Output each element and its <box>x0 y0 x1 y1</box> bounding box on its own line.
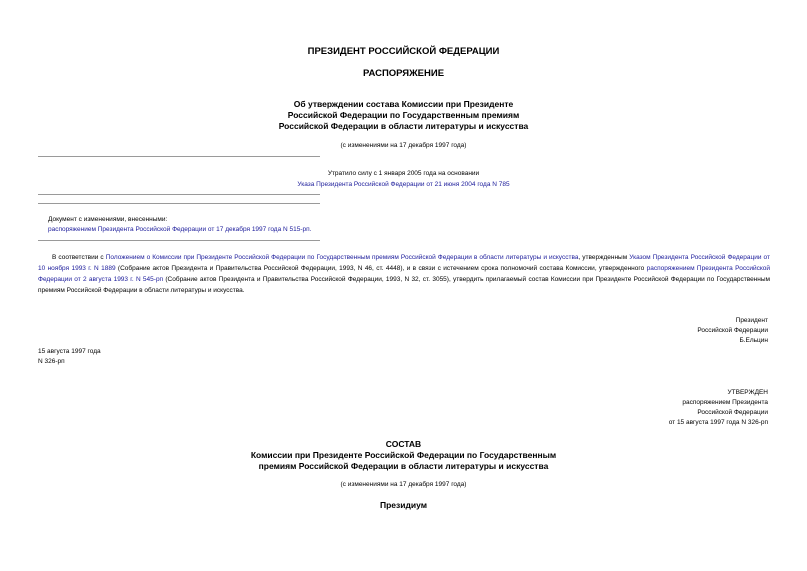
amendment-note: (с изменениями на 17 декабря 1997 года) <box>340 142 467 149</box>
decree-link[interactable]: Указом Президента Российской Федерации от 10 ноября 1993 г. N 1889 <box>38 254 770 272</box>
changes-link[interactable]: распоряжением Президента Российской Федерации от 17 декабря 1997 года N 515-рп. <box>48 226 312 233</box>
title-line: Российской Федерации в области литературы и искусства <box>278 121 529 131</box>
body-text: (Собрание актов Президента и Правительства Российской Федерации, 1993, N 46, ст. 4448), и в связи с истечением срока полномочий состава Комиссии, утвержденного <box>115 265 647 272</box>
divider <box>38 203 320 204</box>
body-text: , утвержденным <box>578 254 630 261</box>
order-link[interactable]: распоряжением Президента Российской Федерации от 2 августа 1993 г. N 545-рп <box>38 265 770 283</box>
signature-block <box>697 316 768 346</box>
document-type: РАСПОРЯЖЕНИЕ <box>362 68 445 79</box>
main-paragraph <box>38 252 770 296</box>
composition-heading: СОСТАВ <box>385 439 422 449</box>
divider <box>38 194 320 195</box>
signature-title: Президент <box>735 317 768 324</box>
approval-line: от 15 августа 1997 года N 326-рп <box>668 419 768 426</box>
date-block <box>38 347 101 367</box>
document-number: N 326-рп <box>38 358 65 365</box>
regulation-link[interactable]: Положением о Комиссии при Президенте Российской Федерации по Государственным премиям Российской Федерации в области литературы и искусства <box>105 254 579 261</box>
approval-block <box>669 388 768 428</box>
issuer-heading: ПРЕЗИДЕНТ РОССИЙСКОЙ ФЕДЕРАЦИИ <box>307 46 500 57</box>
signature-name: Б.Ельцин <box>739 337 768 344</box>
approval-line: УТВЕРЖДЕН <box>727 389 768 396</box>
expiry-link[interactable]: Указа Президента Российской Федерации от 21 июня 2004 года N 785 <box>297 181 510 188</box>
divider <box>38 156 320 157</box>
body-text: (Собрание актов Президента и Правительства Российской Федерации, 1993, N 32, ст. 3055), утвердить прилагаемый состав Комиссии при Президенте Российской Федерации по Государственным премиям Российской Федерации в области литературы и искусства. <box>38 276 771 294</box>
approval-line: распоряжением Президента <box>682 399 768 406</box>
approval-line: Российской Федерации <box>697 409 768 416</box>
title-line: Об утверждении состава Комиссии при Президенте <box>293 99 514 109</box>
composition-line: премиям Российской Федерации в области литературы и искусства <box>258 461 549 471</box>
title-line: Российской Федерации по Государственным премиям <box>287 110 520 120</box>
divider <box>38 240 320 241</box>
document-date: 15 августа 1997 года <box>38 348 101 355</box>
changes-label: Документ с изменениями, внесенными: <box>48 216 168 223</box>
document-title <box>0 99 807 132</box>
composition-title <box>0 439 807 472</box>
signature-title: Российской Федерации <box>697 327 768 334</box>
composition-line: Комиссии при Президенте Российской Федерации по Государственным <box>250 450 557 460</box>
body-text: В соответствии с <box>52 254 106 261</box>
expiry-text: Утратило силу с 1 января 2005 года на основании <box>327 170 480 177</box>
section-heading: Президиум <box>379 500 427 510</box>
composition-note: (с изменениями на 17 декабря 1997 года) <box>340 481 467 488</box>
